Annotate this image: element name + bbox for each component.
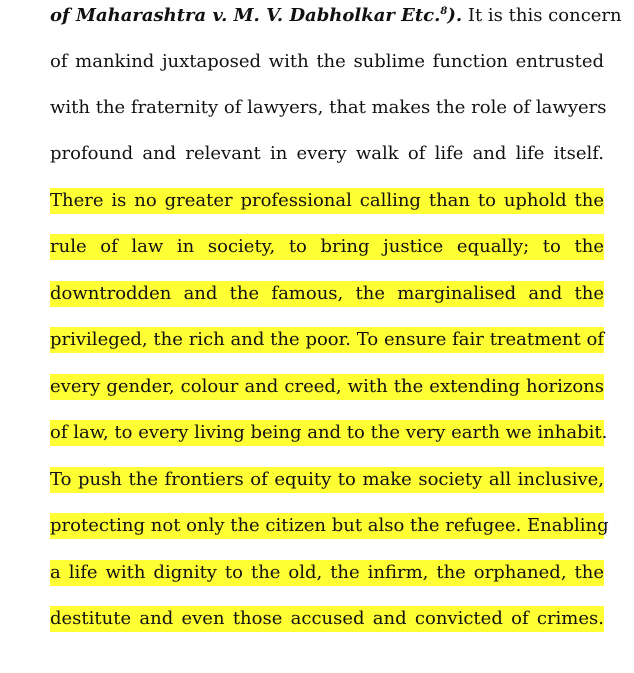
- highlighted-line-9: a life with dignity to the old, the infirm, the orphaned, the: [50, 560, 604, 586]
- highlighted-line-5: every gender, colour and creed, with the extending horizons: [50, 374, 604, 400]
- paragraph-line-3: with the fraternity of lawyers, that makes the role of lawyers: [50, 97, 607, 118]
- highlighted-line-6: of law, to every living being and to the very earth we inhabit.: [50, 420, 604, 446]
- highlighted-line-4: privileged, the rich and the poor. To ensure fair treatment of: [50, 327, 604, 353]
- highlighted-line-10: destitute and even those accused and convicted of crimes.: [50, 606, 604, 632]
- paragraph-line-2: of mankind juxtaposed with the sublime function entrusted: [50, 51, 604, 72]
- footnote-marker: 8: [440, 6, 448, 17]
- paragraph-text: It is this concern: [462, 5, 622, 26]
- highlighted-line-7: To push the frontiers of equity to make society all inclusive,: [50, 467, 604, 493]
- paragraph-line-1: [50, 3, 622, 29]
- case-citation: of Maharashtra v. M. V. Dabholkar Etc.$^8$).: [50, 5, 463, 26]
- highlighted-line-8: protecting not only the citizen but also the refugee. Enabling: [50, 513, 604, 539]
- highlighted-line-3: downtrodden and the famous, the marginalised and the: [50, 281, 604, 307]
- highlighted-line-1: There is no greater professional calling than to uphold the: [50, 188, 604, 214]
- paragraph-line-4: profound and relevant in every walk of life and life itself.: [50, 143, 604, 164]
- highlighted-line-2: rule of law in society, to bring justice equally; to the: [50, 234, 604, 260]
